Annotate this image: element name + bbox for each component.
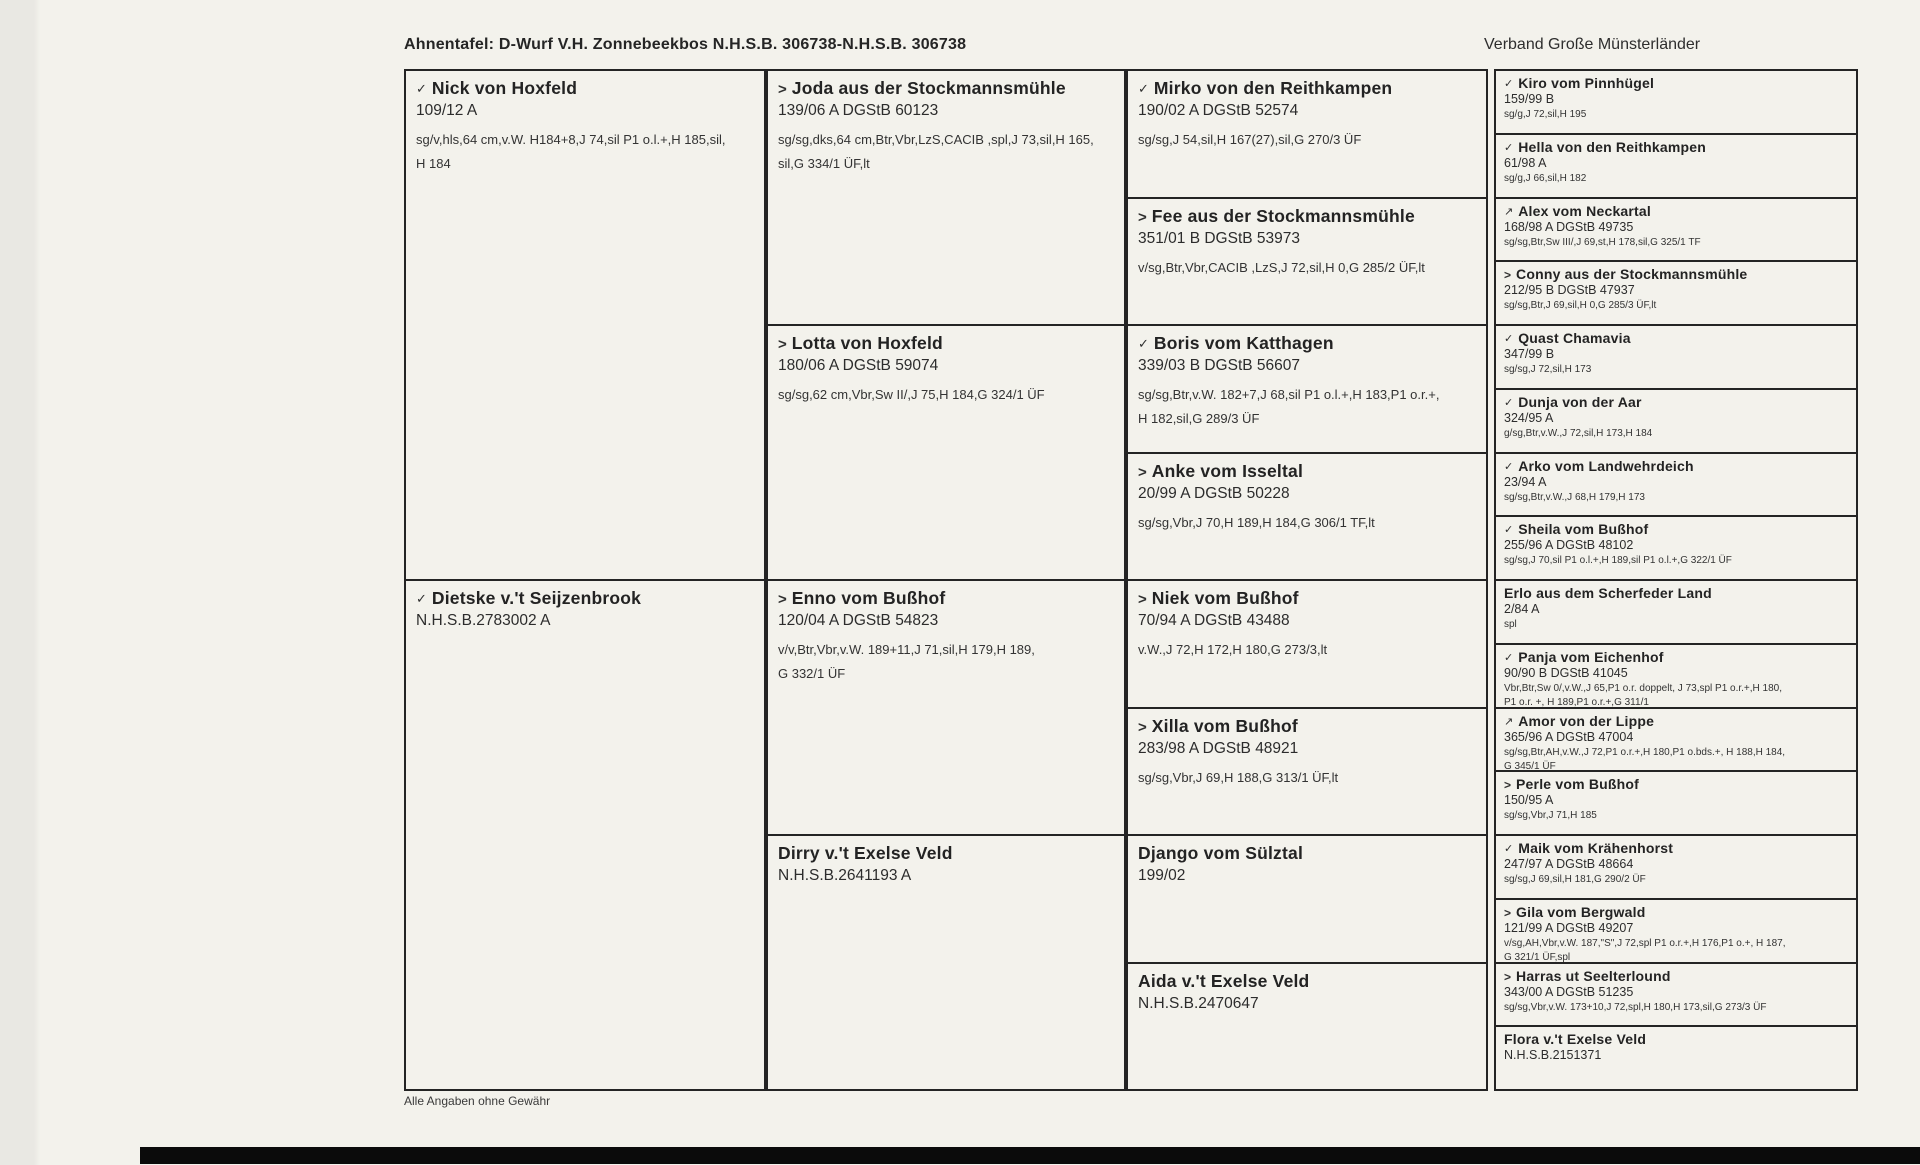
dog-details xyxy=(1138,511,1476,535)
dog-details xyxy=(1138,383,1476,431)
dog-name: Boris vom Katthagen xyxy=(1153,333,1334,353)
scan-artifact-bar xyxy=(140,1147,1920,1164)
disclaimer-note: Alle Angaben ohne Gewähr xyxy=(404,1094,551,1108)
dog-details-line: sg/sg,J 70,sil P1 o.l.+,H 189,sil P1 o.l.+,G 322/1 ÜF xyxy=(1504,555,1732,567)
arrow-right-icon: > xyxy=(1138,208,1147,226)
dog-name: Dietske v.'t Seijzenbrook xyxy=(431,588,642,608)
pedigree-cell xyxy=(1494,707,1858,773)
dog-name-row xyxy=(416,78,754,99)
dog-details-line: v.W.,J 72,H 172,H 180,G 273/3,lt xyxy=(1138,642,1328,657)
dog-registration: 255/96 A DGStB 48102 xyxy=(1504,538,1634,553)
dog-details xyxy=(1504,873,1849,888)
dog-name: Conny aus der Stockmannsmühle xyxy=(1516,266,1748,283)
pedigree-cell xyxy=(1494,515,1858,581)
dog-name: Quast Chamavia xyxy=(1518,330,1631,346)
dog-name-row xyxy=(1138,78,1476,99)
dog-name-row xyxy=(778,78,1114,99)
dog-details xyxy=(1138,638,1476,662)
dog-registration: N.H.S.B.2470647 xyxy=(1138,994,1259,1012)
dog-name: Mirko von den Reithkampen xyxy=(1153,78,1393,98)
dog-name: Amor von der Lippe xyxy=(1518,712,1655,729)
dog-name: Alex vom Neckartal xyxy=(1518,202,1651,219)
arrow-right-icon: > xyxy=(1504,969,1512,984)
arrow-up-right-icon: ↗ xyxy=(1504,715,1514,728)
dog-name-row xyxy=(1504,585,1849,601)
dog-details xyxy=(1504,682,1849,709)
dog-details xyxy=(416,128,754,176)
dog-name-row xyxy=(1504,904,1849,920)
dog-name: Aida v.'t Exelse Veld xyxy=(1138,970,1310,991)
dog-name-row xyxy=(778,588,1114,609)
dog-name: Anke vom Isseltal xyxy=(1151,460,1304,481)
dog-details xyxy=(1504,299,1849,314)
dog-details-line: H 182,sil,G 289/3 ÜF xyxy=(1138,411,1260,427)
dog-details xyxy=(1504,809,1849,824)
dog-name: Hella von den Reithkampen xyxy=(1518,138,1707,155)
dog-registration: 199/02 xyxy=(1138,867,1186,884)
dog-name-row xyxy=(778,333,1114,354)
pedigree-cell xyxy=(1494,770,1858,836)
dog-details-line: G 345/1 ÜF xyxy=(1504,761,1556,772)
check-mark-icon: ✓ xyxy=(1504,78,1514,90)
dog-details xyxy=(1504,491,1849,506)
dog-details-line: sil,G 334/1 ÜF,lt xyxy=(778,156,870,172)
dog-registration: 180/06 A DGStB 59074 xyxy=(778,357,939,374)
dog-details xyxy=(1504,554,1849,569)
generation-column-3 xyxy=(1126,69,1488,1091)
dog-registration: 351/01 B DGStB 53973 xyxy=(1138,229,1301,247)
dog-details-line: spl xyxy=(1504,619,1517,630)
generation-column-2 xyxy=(766,69,1126,1091)
pedigree-cell xyxy=(1126,69,1488,199)
dog-details-line: sg/sg,Btr,v.W.,J 68,H 179,H 173 xyxy=(1504,491,1645,503)
dog-details-line: sg/sg,62 cm,Vbr,Sw II/,J 75,H 184,G 324/1 ÜF xyxy=(778,387,1045,402)
pedigree-cell xyxy=(1126,834,1488,964)
dog-details xyxy=(1504,108,1849,123)
dog-details xyxy=(1504,363,1849,378)
dog-details xyxy=(778,128,1114,176)
pedigree-cell xyxy=(1494,133,1858,199)
check-mark-icon: ✓ xyxy=(416,591,427,606)
dog-details xyxy=(1504,427,1849,442)
check-mark-icon: ✓ xyxy=(1138,336,1149,351)
check-mark-icon: ✓ xyxy=(1504,651,1514,664)
check-mark-icon: ✓ xyxy=(1504,843,1514,855)
dog-name-row xyxy=(1504,649,1849,665)
dog-name-row xyxy=(1138,333,1476,354)
check-mark-icon: ✓ xyxy=(1504,460,1514,473)
arrow-right-icon: > xyxy=(1138,718,1147,736)
dog-name-row xyxy=(1504,840,1849,856)
dog-name: Maik vom Krähenhorst xyxy=(1518,840,1674,856)
pedigree-cell xyxy=(1126,452,1488,582)
dog-name: Sheila vom Bußhof xyxy=(1518,521,1649,538)
dog-registration: N.H.S.B.2783002 A xyxy=(416,612,551,629)
check-mark-icon: ✓ xyxy=(416,81,427,96)
pedigree-cell xyxy=(1494,834,1858,900)
pedigree-cell xyxy=(1494,452,1858,518)
pedigree-cell xyxy=(1494,1025,1858,1091)
check-mark-icon: ✓ xyxy=(1504,396,1514,409)
pedigree-cell xyxy=(1494,69,1858,135)
dog-name: Panja vom Eichenhof xyxy=(1518,648,1664,665)
dog-name: Perle vom Bußhof xyxy=(1516,776,1640,793)
dog-details-line: v/v,Btr,Vbr,v.W. 189+11,J 71,sil,H 179,H 189, xyxy=(778,642,1035,657)
arrow-right-icon: > xyxy=(1504,778,1512,793)
dog-name-row xyxy=(1504,139,1849,155)
dog-name: Arko vom Landwehrdeich xyxy=(1518,457,1694,474)
dog-name: Joda aus der Stockmannsmühle xyxy=(791,78,1066,98)
dog-registration: 150/95 A xyxy=(1504,793,1554,808)
pedigree-cell xyxy=(404,579,766,1091)
dog-details-line: sg/g,J 66,sil,H 182 xyxy=(1504,172,1587,184)
dog-details xyxy=(778,638,1114,686)
dog-name-row xyxy=(1504,266,1849,282)
dog-registration: 247/97 A DGStB 48664 xyxy=(1504,857,1634,871)
dog-name-row xyxy=(1138,461,1476,482)
organization-name: Verband Große Münsterländer xyxy=(1484,36,1701,53)
dog-details-line: H 184 xyxy=(416,156,451,172)
pedigree-cell xyxy=(1494,324,1858,390)
arrow-up-right-icon: ↗ xyxy=(1504,205,1514,218)
dog-name-row xyxy=(1138,588,1476,609)
check-mark-icon: ✓ xyxy=(1138,81,1149,96)
dog-registration: 70/94 A DGStB 43488 xyxy=(1138,612,1290,629)
pedigree-cell xyxy=(1126,324,1488,454)
dog-details xyxy=(778,383,1114,407)
dog-details xyxy=(1138,128,1476,152)
dog-name-row xyxy=(1504,203,1849,219)
pedigree-cell xyxy=(1126,962,1488,1092)
dog-details-line: sg/sg,J 69,sil,H 181,G 290/2 ÜF xyxy=(1504,874,1646,885)
dog-registration: 159/99 B xyxy=(1504,92,1555,106)
dog-details-line: sg/sg,Vbr,J 69,H 188,G 313/1 ÜF,lt xyxy=(1138,769,1339,785)
dog-details-line: sg/sg,dks,64 cm,Btr,Vbr,LzS,CACIB ,spl,J 73,sil,H 165, xyxy=(778,132,1094,147)
dog-registration: 168/98 A DGStB 49735 xyxy=(1504,219,1634,234)
pedigree-cell xyxy=(1494,197,1858,263)
dog-name: Dirry v.'t Exelse Veld xyxy=(778,843,953,863)
dog-registration: 347/99 B xyxy=(1504,347,1555,361)
check-mark-icon: ✓ xyxy=(1504,524,1514,537)
dog-details-line: G 332/1 ÜF xyxy=(778,666,846,682)
dog-name: Fee aus der Stockmannsmühle xyxy=(1151,205,1415,226)
dog-details-line: v/sg,AH,Vbr,v.W. 187,"S",J 72,spl P1 o.r.+,H 176,P1 o.+, H 187, xyxy=(1504,937,1786,949)
pedigree-cell xyxy=(1494,388,1858,454)
dog-details-line: Vbr,Btr,Sw 0/,v.W.,J 65,P1 o.r. doppelt, J 73,spl P1 o.r.+,H 180, xyxy=(1504,682,1783,694)
dog-registration: 90/90 B DGStB 41045 xyxy=(1504,665,1628,680)
dog-details-line: P1 o.r. +, H 189,P1 o.r.+,G 311/1 xyxy=(1504,697,1649,709)
dog-registration: 2/84 A xyxy=(1504,602,1540,616)
check-mark-icon: ✓ xyxy=(1504,333,1514,345)
dog-details-line: G 321/1 ÜF,spl xyxy=(1504,952,1571,964)
dog-name: Harras ut Seelterlound xyxy=(1516,967,1671,984)
dog-details-line: g/sg,Btr,v.W.,J 72,sil,H 173,H 184 xyxy=(1504,427,1653,439)
dog-details xyxy=(1138,766,1476,790)
dog-registration: N.H.S.B.2641193 A xyxy=(778,867,912,884)
dog-registration: 343/00 A DGStB 51235 xyxy=(1504,984,1634,999)
dog-name-row xyxy=(1504,1031,1849,1047)
dog-registration: 121/99 A DGStB 49207 xyxy=(1504,920,1634,935)
dog-details-line: sg/sg,Vbr,J 70,H 189,H 184,G 306/1 TF,lt xyxy=(1138,514,1375,530)
dog-name-row xyxy=(778,843,1114,864)
dog-details xyxy=(1138,256,1476,280)
dog-name-row xyxy=(1138,716,1476,737)
dog-name-row xyxy=(1138,971,1476,992)
dog-name-row xyxy=(1504,521,1849,537)
dog-details xyxy=(1504,172,1849,187)
pedigree-cell xyxy=(1494,260,1858,326)
arrow-right-icon: > xyxy=(1504,905,1512,920)
dog-name: Enno vom Bußhof xyxy=(791,588,946,608)
pedigree-cell xyxy=(766,69,1126,326)
dog-name-row xyxy=(1504,458,1849,474)
dog-name: Niek vom Bußhof xyxy=(1151,588,1299,608)
dog-details-line: v/sg,Btr,Vbr,CACIB ,LzS,J 72,sil,H 0,G 285/2 ÜF,lt xyxy=(1138,259,1425,275)
dog-details-line: sg/sg,Btr,J 69,sil,H 0,G 285/3 ÜF,lt xyxy=(1504,300,1657,312)
generation-column-1 xyxy=(404,69,766,1091)
pedigree-cell xyxy=(766,579,1126,836)
dog-registration: 120/04 A DGStB 54823 xyxy=(778,612,939,629)
generation-column-4 xyxy=(1494,69,1858,1091)
dog-details-line: sg/sg,J 72,sil,H 173 xyxy=(1504,364,1592,375)
dog-details xyxy=(1504,746,1849,773)
check-mark-icon: ✓ xyxy=(1504,141,1514,154)
dog-name: Lotta von Hoxfeld xyxy=(791,333,943,353)
dog-name: Erlo aus dem Scherfeder Land xyxy=(1504,585,1712,601)
dog-name-row xyxy=(1138,843,1476,864)
dog-registration: N.H.S.B.2151371 xyxy=(1504,1048,1602,1063)
dog-name: Dunja von der Aar xyxy=(1518,393,1642,410)
dog-name-row xyxy=(1504,968,1849,984)
dog-details-line: sg/sg,J 54,sil,H 167(27),sil,G 270/3 ÜF xyxy=(1138,132,1362,147)
dog-registration: 365/96 A DGStB 47004 xyxy=(1504,729,1634,744)
dog-details-line: sg/v,hls,64 cm,v.W. H184+8,J 74,sil P1 o.l.+,H 185,sil, xyxy=(416,132,726,147)
dog-registration: 324/95 A xyxy=(1504,410,1554,425)
dog-registration: 139/06 A DGStB 60123 xyxy=(778,102,939,119)
dog-name: Xilla vom Bußhof xyxy=(1151,715,1298,736)
dog-name-row xyxy=(1504,394,1849,410)
dog-name: Kiro vom Pinnhügel xyxy=(1518,75,1655,91)
dog-details-line: sg/sg,Vbr,J 71,H 185 xyxy=(1504,810,1597,822)
dog-registration: 212/95 B DGStB 47937 xyxy=(1504,283,1635,298)
dog-name-row xyxy=(1504,75,1849,91)
pedigree-cell xyxy=(1494,643,1858,709)
dog-registration: 109/12 A xyxy=(416,102,478,119)
dog-details xyxy=(1504,937,1849,964)
pedigree-cell xyxy=(766,834,1126,1091)
dog-name-row xyxy=(1138,206,1476,227)
dog-registration: 190/02 A DGStB 52574 xyxy=(1138,102,1299,119)
pedigree-cell xyxy=(1494,898,1858,964)
dog-name-row xyxy=(1504,330,1849,346)
pedigree-cell xyxy=(766,324,1126,581)
dog-registration: 20/99 A DGStB 50228 xyxy=(1138,484,1290,502)
pedigree-cell xyxy=(1494,962,1858,1028)
dog-registration: 339/03 B DGStB 56607 xyxy=(1138,357,1301,374)
arrow-right-icon: > xyxy=(778,591,787,608)
dog-name: Django vom Sülztal xyxy=(1138,843,1304,863)
dog-name: Flora v.'t Exelse Veld xyxy=(1504,1031,1647,1048)
dog-details xyxy=(1504,236,1849,251)
pedigree-cell xyxy=(1126,197,1488,327)
dog-details-line: sg/sg,Vbr,v.W. 173+10,J 72,spl,H 180,H 173,sil,G 273/3 ÜF xyxy=(1504,1001,1767,1013)
dog-name-row xyxy=(1504,713,1849,729)
dog-name: Gila vom Bergwald xyxy=(1516,903,1646,920)
dog-registration: 283/98 A DGStB 48921 xyxy=(1138,739,1299,757)
arrow-right-icon: > xyxy=(1138,463,1147,481)
dog-name-row xyxy=(1504,776,1849,792)
pedigree-cell xyxy=(1126,707,1488,837)
dog-registration: 23/94 A xyxy=(1504,474,1547,489)
dog-name: Nick von Hoxfeld xyxy=(431,78,578,98)
dog-details-line: sg/g,J 72,sil,H 195 xyxy=(1504,109,1587,120)
page-title: Ahnentafel: D-Wurf V.H. Zonnebeekbos N.H.S.B. 306738-N.H.S.B. 306738 xyxy=(404,36,967,53)
arrow-right-icon: > xyxy=(778,336,787,353)
dog-registration: 61/98 A xyxy=(1504,155,1547,170)
pedigree-cell xyxy=(1494,579,1858,645)
arrow-right-icon: > xyxy=(1504,268,1512,283)
dog-name-row xyxy=(416,588,754,609)
arrow-right-icon: > xyxy=(1138,591,1147,608)
dog-details xyxy=(1504,1001,1849,1016)
dog-details-line: sg/sg,Btr,Sw III/,J 69,st,H 178,sil,G 325/1 TF xyxy=(1504,236,1701,248)
arrow-right-icon: > xyxy=(778,81,787,98)
dog-details xyxy=(1504,618,1849,633)
pedigree-cell xyxy=(1126,579,1488,709)
pedigree-cell xyxy=(404,69,766,581)
dog-details-line: sg/sg,Btr,AH,v.W.,J 72,P1 o.r.+,H 180,P1 o.bds.+, H 188,H 184, xyxy=(1504,746,1786,758)
dog-details-line: sg/sg,Btr,v.W. 182+7,J 68,sil P1 o.l.+,H 183,P1 o.r.+, xyxy=(1138,387,1440,402)
